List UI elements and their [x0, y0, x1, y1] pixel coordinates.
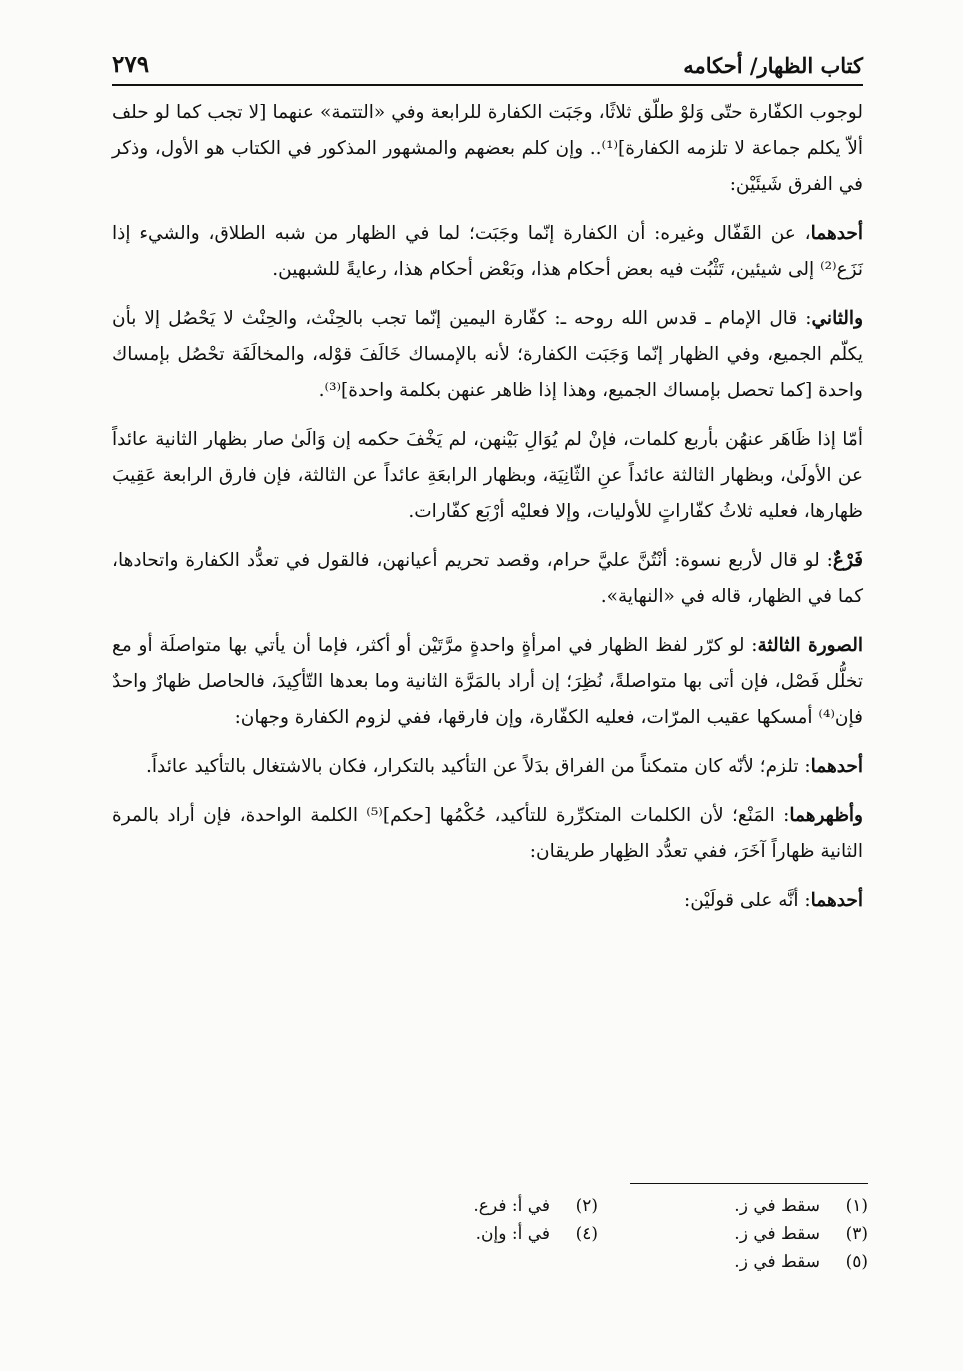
- paragraph-lead: والثاني: [811, 308, 863, 329]
- footnote-text: في أ: وإن.: [475, 1224, 550, 1244]
- footnotes: [348, 1193, 868, 1276]
- paragraph-text: لوجوب الكفّارة حتّى وَلوْ طلّق ثلاثًا، وجَبَت الكفارة للرابعة وفي «التتمة» عنهما [لا تجب كما لو حلف ألاّ يكلم جماعة لا تلزمه الكفارة]⁽¹⁾.. وإن كلم بعضهم والمشهور المذكور في الكتاب هو الأول، وذكر في الفرق شَيئَيْن:: [112, 102, 864, 195]
- footnote: [598, 1221, 868, 1248]
- paragraph-text: : قال الإمام ـ قدس الله روحه ـ: كفّارة اليمين إنّما تجب بالحِنْث، والحِنْث لا يَحْصُل إلا بأن يكلّم الجميع، وفي الظهار إنّما وَجَبَت الكفارة؛ لأنه بالإمساك خَالَفَ قوْله، والمخالَفَة تحْصُل بإمساك واحدة [كما تحصل بإمساك الجميع، وهذا إذا ظاهر عنهن بكلمة واحدة]⁽³⁾.: [112, 308, 863, 401]
- paragraph-lead: فَرْعٌ: [832, 550, 863, 571]
- page-header: [112, 38, 863, 86]
- paragraph: [112, 749, 863, 785]
- paragraph-lead: الصورة الثالثة: [757, 635, 863, 656]
- footnote-text: سقط في ز.: [734, 1196, 820, 1216]
- footnote-text: سقط في ز.: [734, 1252, 820, 1272]
- footnote-text: في أ: فرع.: [473, 1196, 550, 1216]
- footnote-number: (٤): [575, 1224, 598, 1244]
- paragraph-text: أمّا إذا ظَاهَر عنهُن بأربع كلمات، فإنْ لم يُوَالِ بَيْنهن، لم يَخْفَ حكمه إن وَالَىٰ صار بظهار الثانية عائداً عن الأولَىٰ، وبظهار الثالثة عائداً عنِ الثّانِيَة، وبظهار الرابعَةِ عائداً عن الثالثة، فإن فارق الرابعة عَقِيبَ ظهارها، فعليه ثلاثُ كفّاراتٍ للأوليات، وإلا فعليْه أرْبَع كفّارات.: [112, 429, 863, 522]
- paragraph: [112, 216, 863, 288]
- paragraph-lead: أحدهما: [810, 223, 863, 244]
- paragraph: [112, 422, 863, 530]
- paragraph-text: : أنَّه على قولَيْن:: [684, 890, 811, 911]
- footnote-number: (٥): [845, 1252, 868, 1272]
- footnote-text: سقط في ز.: [734, 1224, 820, 1244]
- paragraph-lead: وأظهرهما: [789, 805, 863, 826]
- paragraph: [112, 883, 863, 919]
- footnote: [348, 1193, 598, 1220]
- paragraph-text: : لو قال لأربع نسوة: أنْتُنَّ عليَّ حرام، وقصد تحريم أعيانهن، فالقول في تعدُّد الكفارة واتحادها، كما في الظهار، قاله في «النهاية».: [112, 550, 863, 607]
- footnote: [348, 1221, 598, 1248]
- paragraph-text: : تلزم؛ لأنّه كان متمكناً من الفراق بدَلاً عن التأكيد بالتكرار، فكان بالاشتغال بالتأكيد عائداً.: [146, 756, 811, 777]
- paragraph: [112, 798, 863, 870]
- paragraph: [112, 301, 863, 409]
- paragraph-text: : لو كرّر لفظ الظهار في امرأةٍ واحدةٍ مرَّتَيْن أو أكثر، فإما أن يأتي بها متواصلَة أو مع تخلُّل فَصْل، فإن أتى بها متواصلةً، نُظِرَ؛ إن أراد بالمَرَّة الثانية وما بعدها التّأكِيدَ، فالحاصل ظهارٌ واحدٌ فإن⁽⁴⁾ أمسكها عقيب المرّات، فعليه الكفّارة، وإن فارقها، ففي لزوم الكفارة وجهان:: [112, 635, 863, 728]
- paragraph-lead: أحدهما: [810, 756, 863, 777]
- footnote-number: (٢): [575, 1196, 598, 1216]
- footnote-number: (٣): [845, 1224, 868, 1244]
- paragraph: [112, 543, 863, 615]
- paragraph-text: : المَنْع؛ لأن الكلمات المتكرِّرة للتأكيد، حُكْمُها [حكم]⁽⁵⁾ الكلمة الواحدة، فإن أراد بالمرة الثانية ظهاراً آخَرَ، ففي تعدُّد الظِهار طريقان:: [112, 805, 863, 862]
- footnote-number: (١): [845, 1196, 868, 1216]
- footnote-separator: [630, 1183, 868, 1184]
- page-number: ٢٧٩: [112, 51, 150, 78]
- paragraph: [112, 628, 863, 736]
- footnote: [598, 1249, 868, 1276]
- paragraph-lead: أحدهما: [810, 890, 863, 911]
- footnote: [598, 1193, 868, 1220]
- running-title: كتاب الظهار/ أحكامه: [683, 53, 863, 78]
- paragraph-text: ، عن القَفّال وغيره: أن الكفارة إنّما وجَبَت؛ لما في الظهار من شبه الطلاق، والشيء إذا نَزَع⁽²⁾ إلى شيئين، تَثْبُت فيه بعض أحكام هذا، وبَعْض أحكام هذا، رعايةً للشبهين.: [112, 223, 863, 280]
- paragraph: [112, 95, 863, 203]
- main-text: [112, 95, 863, 932]
